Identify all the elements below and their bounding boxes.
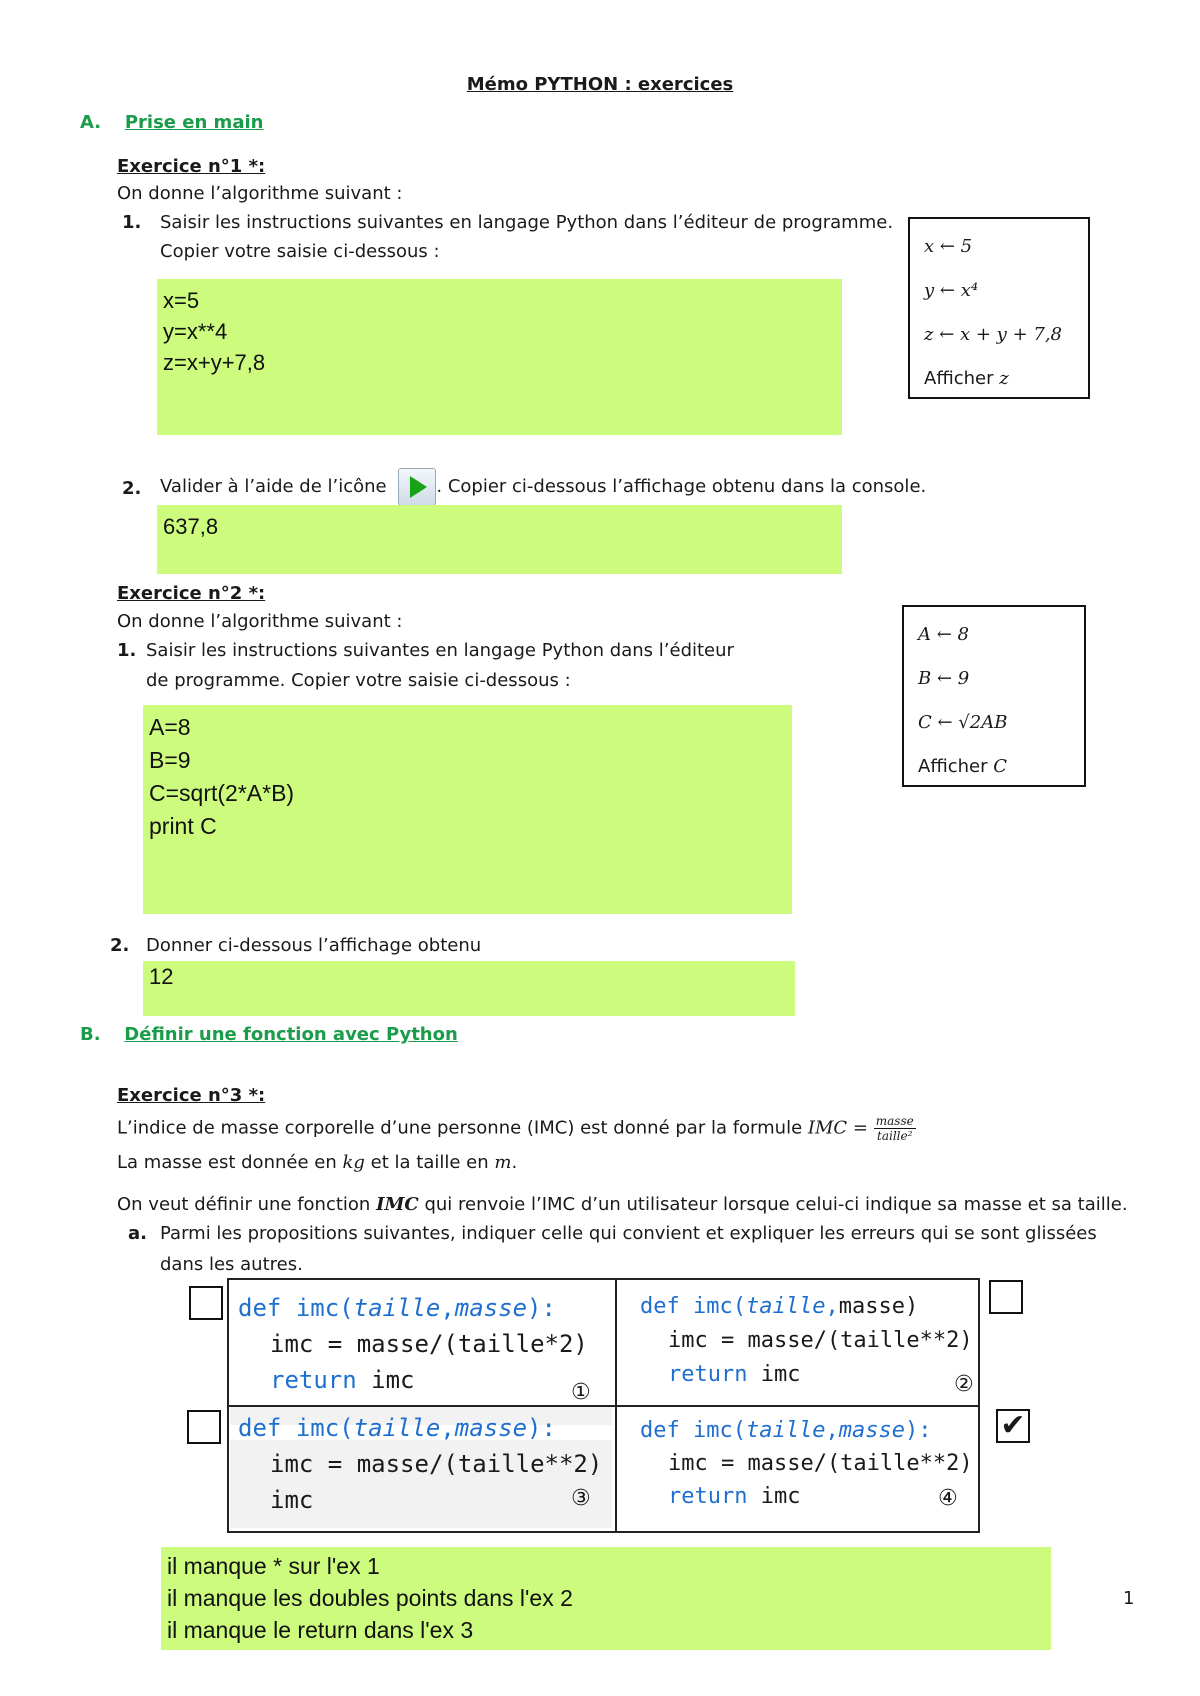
formula-numerator: masse [875,1114,914,1128]
code-colon: ): [527,1414,556,1442]
algo-line: A ← 8 [918,624,969,645]
question-number: 2. [122,478,142,499]
function-name: IMC [376,1194,419,1215]
exercise-2-q1-line2: de programme. Copier votre saisie ci-dessous : [146,670,571,691]
code-param: taille [746,1418,826,1443]
exercise-3-answer-box[interactable] [161,1547,1051,1650]
algo-show: Afficher [918,756,988,777]
function-text: On veut définir une fonction [117,1194,371,1215]
algorithm-box-1 [908,217,1090,399]
code-keyword: def [238,1414,282,1442]
code-return-var: imc [760,1362,801,1387]
algo-line [924,357,1074,401]
code-param: taille [353,1294,441,1322]
algo-line: x ← 5 [924,236,973,257]
page-title: Mémo PYTHON : exercices [466,74,734,95]
code-colon: ) [904,1294,919,1319]
exercise-1-q1-line2: Copier votre saisie ci-dessous : [160,241,440,262]
exercise-2-intro: On donne l’algorithme suivant : [117,611,403,632]
algo-line: C ← √2AB [918,712,1008,733]
code-return-var: imc [760,1484,801,1509]
exercise-2-title: Exercice n°2 *: [117,583,266,604]
unit-kg: kg [342,1152,365,1173]
section-b-heading [80,1024,458,1045]
proposal-marker: ③ [571,1486,591,1511]
exercise-3-line2 [117,1152,517,1173]
algo-show-var: C [993,756,1008,777]
question-number: 2. [110,935,130,956]
code-colon: ): [904,1418,932,1443]
code-param: taille [353,1414,441,1442]
exercise-1-output-box[interactable] [157,505,842,574]
proposal-marker: ① [571,1380,591,1405]
algorithm-box-2 [902,605,1086,787]
algo-line: B ← 9 [918,668,970,689]
answer-line: print C [149,813,217,839]
checkbox-proposal-3[interactable] [187,1410,221,1444]
question-number: 1. [122,212,142,233]
algo-line: y ← x⁴ [924,280,979,301]
code-function: imc [295,1294,340,1322]
exercise-2-q1-line1: Saisir les instructions suivantes en langage Python dans l’éditeur [146,640,734,661]
code-keyword: def [640,1294,680,1319]
code-function: imc [693,1294,733,1319]
answer-line: il manque les doubles points dans l'ex 2 [167,1585,573,1611]
code-body: imc = masse/(taille*2) [270,1330,588,1358]
answer-line: il manque * sur l'ex 1 [167,1553,380,1579]
formula-fraction [874,1114,916,1143]
question-letter: a. [128,1223,147,1244]
code-colon: ): [527,1294,556,1322]
exercise-1-title: Exercice n°1 *: [117,156,266,177]
code-body: imc = masse/(taille**2) [270,1450,603,1478]
exercise-1-intro: On donne l’algorithme suivant : [117,183,403,204]
checkbox-proposal-1[interactable] [189,1286,223,1320]
question-number: 1. [117,640,137,661]
code-function: imc [295,1414,340,1442]
code-proposal-1: def imc(taille,masse): imc = masse/(taille*2) return imc [238,1294,588,1394]
code-proposal-4: def imc(taille,masse): imc = masse/(taille**2) return imc [640,1418,973,1509]
exercise-2-output-box[interactable] [143,961,795,1016]
units-text: La masse est donnée en [117,1152,337,1173]
answer-line: A=8 [149,714,191,740]
code-body: imc = masse/(taille**2) [668,1328,973,1353]
exercise-3-title: Exercice n°3 *: [117,1085,266,1106]
algo-show: Afficher [924,368,994,389]
imc-definition-text: L’indice de masse corporelle d’une personne (IMC) est donné par la formule [117,1117,803,1139]
code-function: imc [693,1418,733,1443]
code-return-var: imc [371,1366,415,1394]
code-param: masse [838,1418,905,1443]
section-title: Définir une fonction avec Python [124,1024,458,1045]
units-text-end: . [511,1152,518,1173]
answer-line: x=5 [163,288,200,313]
answer-line: il manque le return dans l'ex 3 [167,1617,474,1643]
formula-lhs: IMC = [807,1117,869,1139]
checkbox-proposal-2[interactable] [989,1280,1023,1314]
exercise-3-qa-line1: Parmi les propositions suivantes, indiquer celle qui convient et expliquer les erreurs qui se sont glissées [160,1223,1097,1244]
code-return: return [668,1362,748,1387]
exercise-2-q2: Donner ci-dessous l’affichage obtenu [146,935,482,956]
code-keyword: def [238,1294,282,1322]
section-letter: B. [80,1024,101,1045]
code-body: imc = masse/(taille**2) [668,1451,973,1476]
exercise-3-line1 [117,1114,916,1143]
checkbox-proposal-4[interactable]: ✔ [996,1409,1030,1443]
formula-denominator: taille² [877,1129,913,1143]
exercise-3-line3 [117,1194,1128,1215]
code-param: taille [746,1294,826,1319]
exercise-1-q2-before: Valider à l’aide de l’icône [160,476,387,497]
page-number: 1 [1123,1588,1135,1609]
code-return-var: imc [270,1486,314,1514]
units-text: et la taille en [370,1152,489,1173]
exercise-1-answer-box[interactable] [157,279,842,435]
code-proposal-2: def imc(taille,masse) imc = masse/(taille**2) return imc [640,1294,973,1387]
algo-show-var: z [999,368,1009,389]
code-return: return [668,1484,748,1509]
section-letter: A. [80,112,102,133]
exercise-1-q1-line1: Saisir les instructions suivantes en langage Python dans l’éditeur de programme. [160,212,894,233]
section-title: Prise en main [124,112,264,133]
algo-line: z ← x + y + 7,8 [924,324,1063,345]
code-keyword: def [640,1418,680,1443]
section-a-heading [80,112,263,133]
exercise-3-qa-line2: dans les autres. [160,1254,303,1275]
code-proposal-3: def imc(taille,masse): imc = masse/(taille**2) imc [238,1410,602,1518]
code-param: masse [838,1294,905,1319]
code-param: masse [454,1414,528,1442]
exercise-1-q2-after: . Copier ci-dessous l’affichage obtenu dans la console. [436,476,927,497]
function-text: qui renvoie l’IMC d’un utilisateur lorsque celui-ci indique sa masse et sa taille. [424,1194,1128,1215]
exercise-2-answer-box[interactable] [143,705,792,914]
answer-line: z=x+y+7,8 [163,350,266,375]
code-return: return [270,1366,357,1394]
proposal-marker: ④ [938,1486,958,1511]
answer-line: B=9 [149,747,191,773]
answer-line: y=x**4 [163,319,228,344]
run-icon[interactable] [398,468,436,506]
unit-m: m [494,1152,512,1173]
output-line: 637,8 [163,514,219,539]
code-param: masse [454,1294,528,1322]
algo-line [918,745,1070,789]
output-line: 12 [149,964,174,989]
answer-line: C=sqrt(2*A*B) [149,780,295,806]
proposal-marker: ② [954,1372,974,1397]
